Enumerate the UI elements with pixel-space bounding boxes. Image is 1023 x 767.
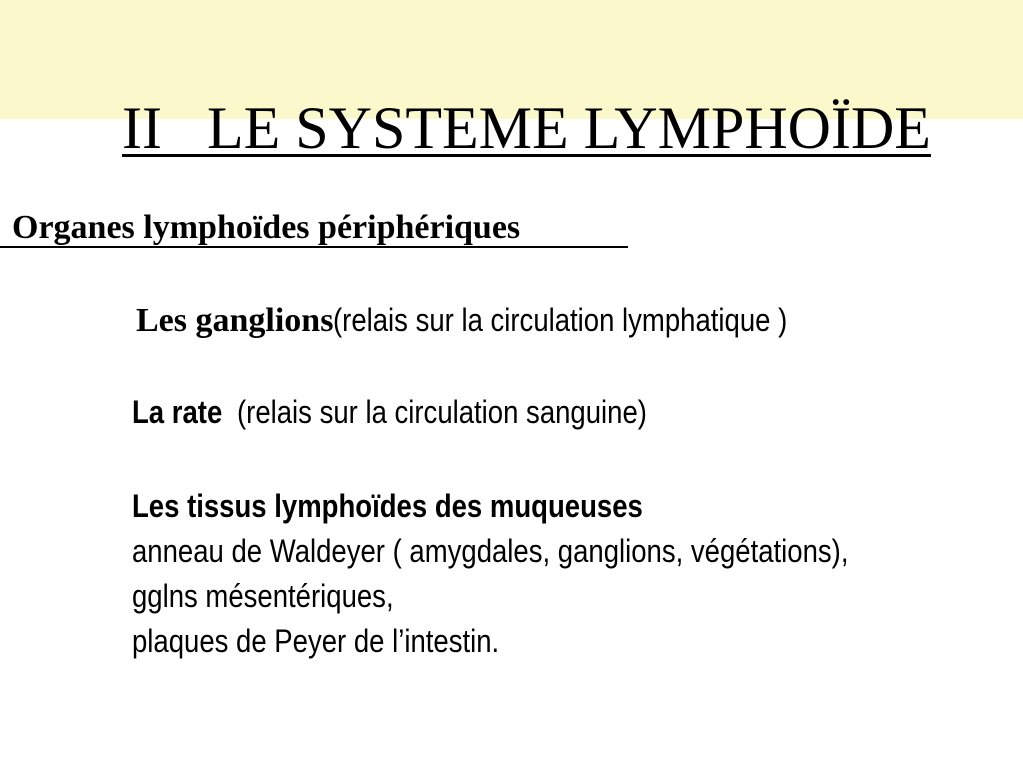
item-term-mucous-tissues [132, 484, 965, 529]
mucous-detail-mesenteric: gglns mésentériques, [132, 578, 394, 614]
mucous-detail-waldeyer: anneau de Waldeyer ( amygdales, ganglions, végétations), [132, 533, 849, 569]
section-heading-underline [0, 246, 628, 248]
item-term-rate: La rate [132, 394, 223, 430]
item-term-ganglions: Les ganglions [136, 302, 334, 339]
mucous-detail-line [132, 619, 965, 664]
slide-title-text: II LE SYSTEME LYMPHOÏDE [122, 95, 931, 161]
slide-title [0, 23, 1023, 163]
list-item-ganglions [136, 300, 862, 341]
list-item-mucous-tissues [132, 484, 965, 664]
list-item-rate [132, 392, 714, 432]
item-term-mucous-tissues-text: Les tissus lymphoïdes des muqueuses [132, 488, 643, 524]
mucous-detail-line [132, 574, 965, 619]
mucous-detail-line [132, 529, 965, 574]
item-description-rate: (relais sur la circulation sanguine) [236, 394, 647, 430]
item-description-ganglions: (relais sur la circulation lymphatique ) [333, 302, 788, 338]
mucous-detail-peyer: plaques de Peyer de l’intestin. [132, 623, 500, 659]
section-heading: Organes lymphoïdes périphériques [12, 209, 521, 246]
